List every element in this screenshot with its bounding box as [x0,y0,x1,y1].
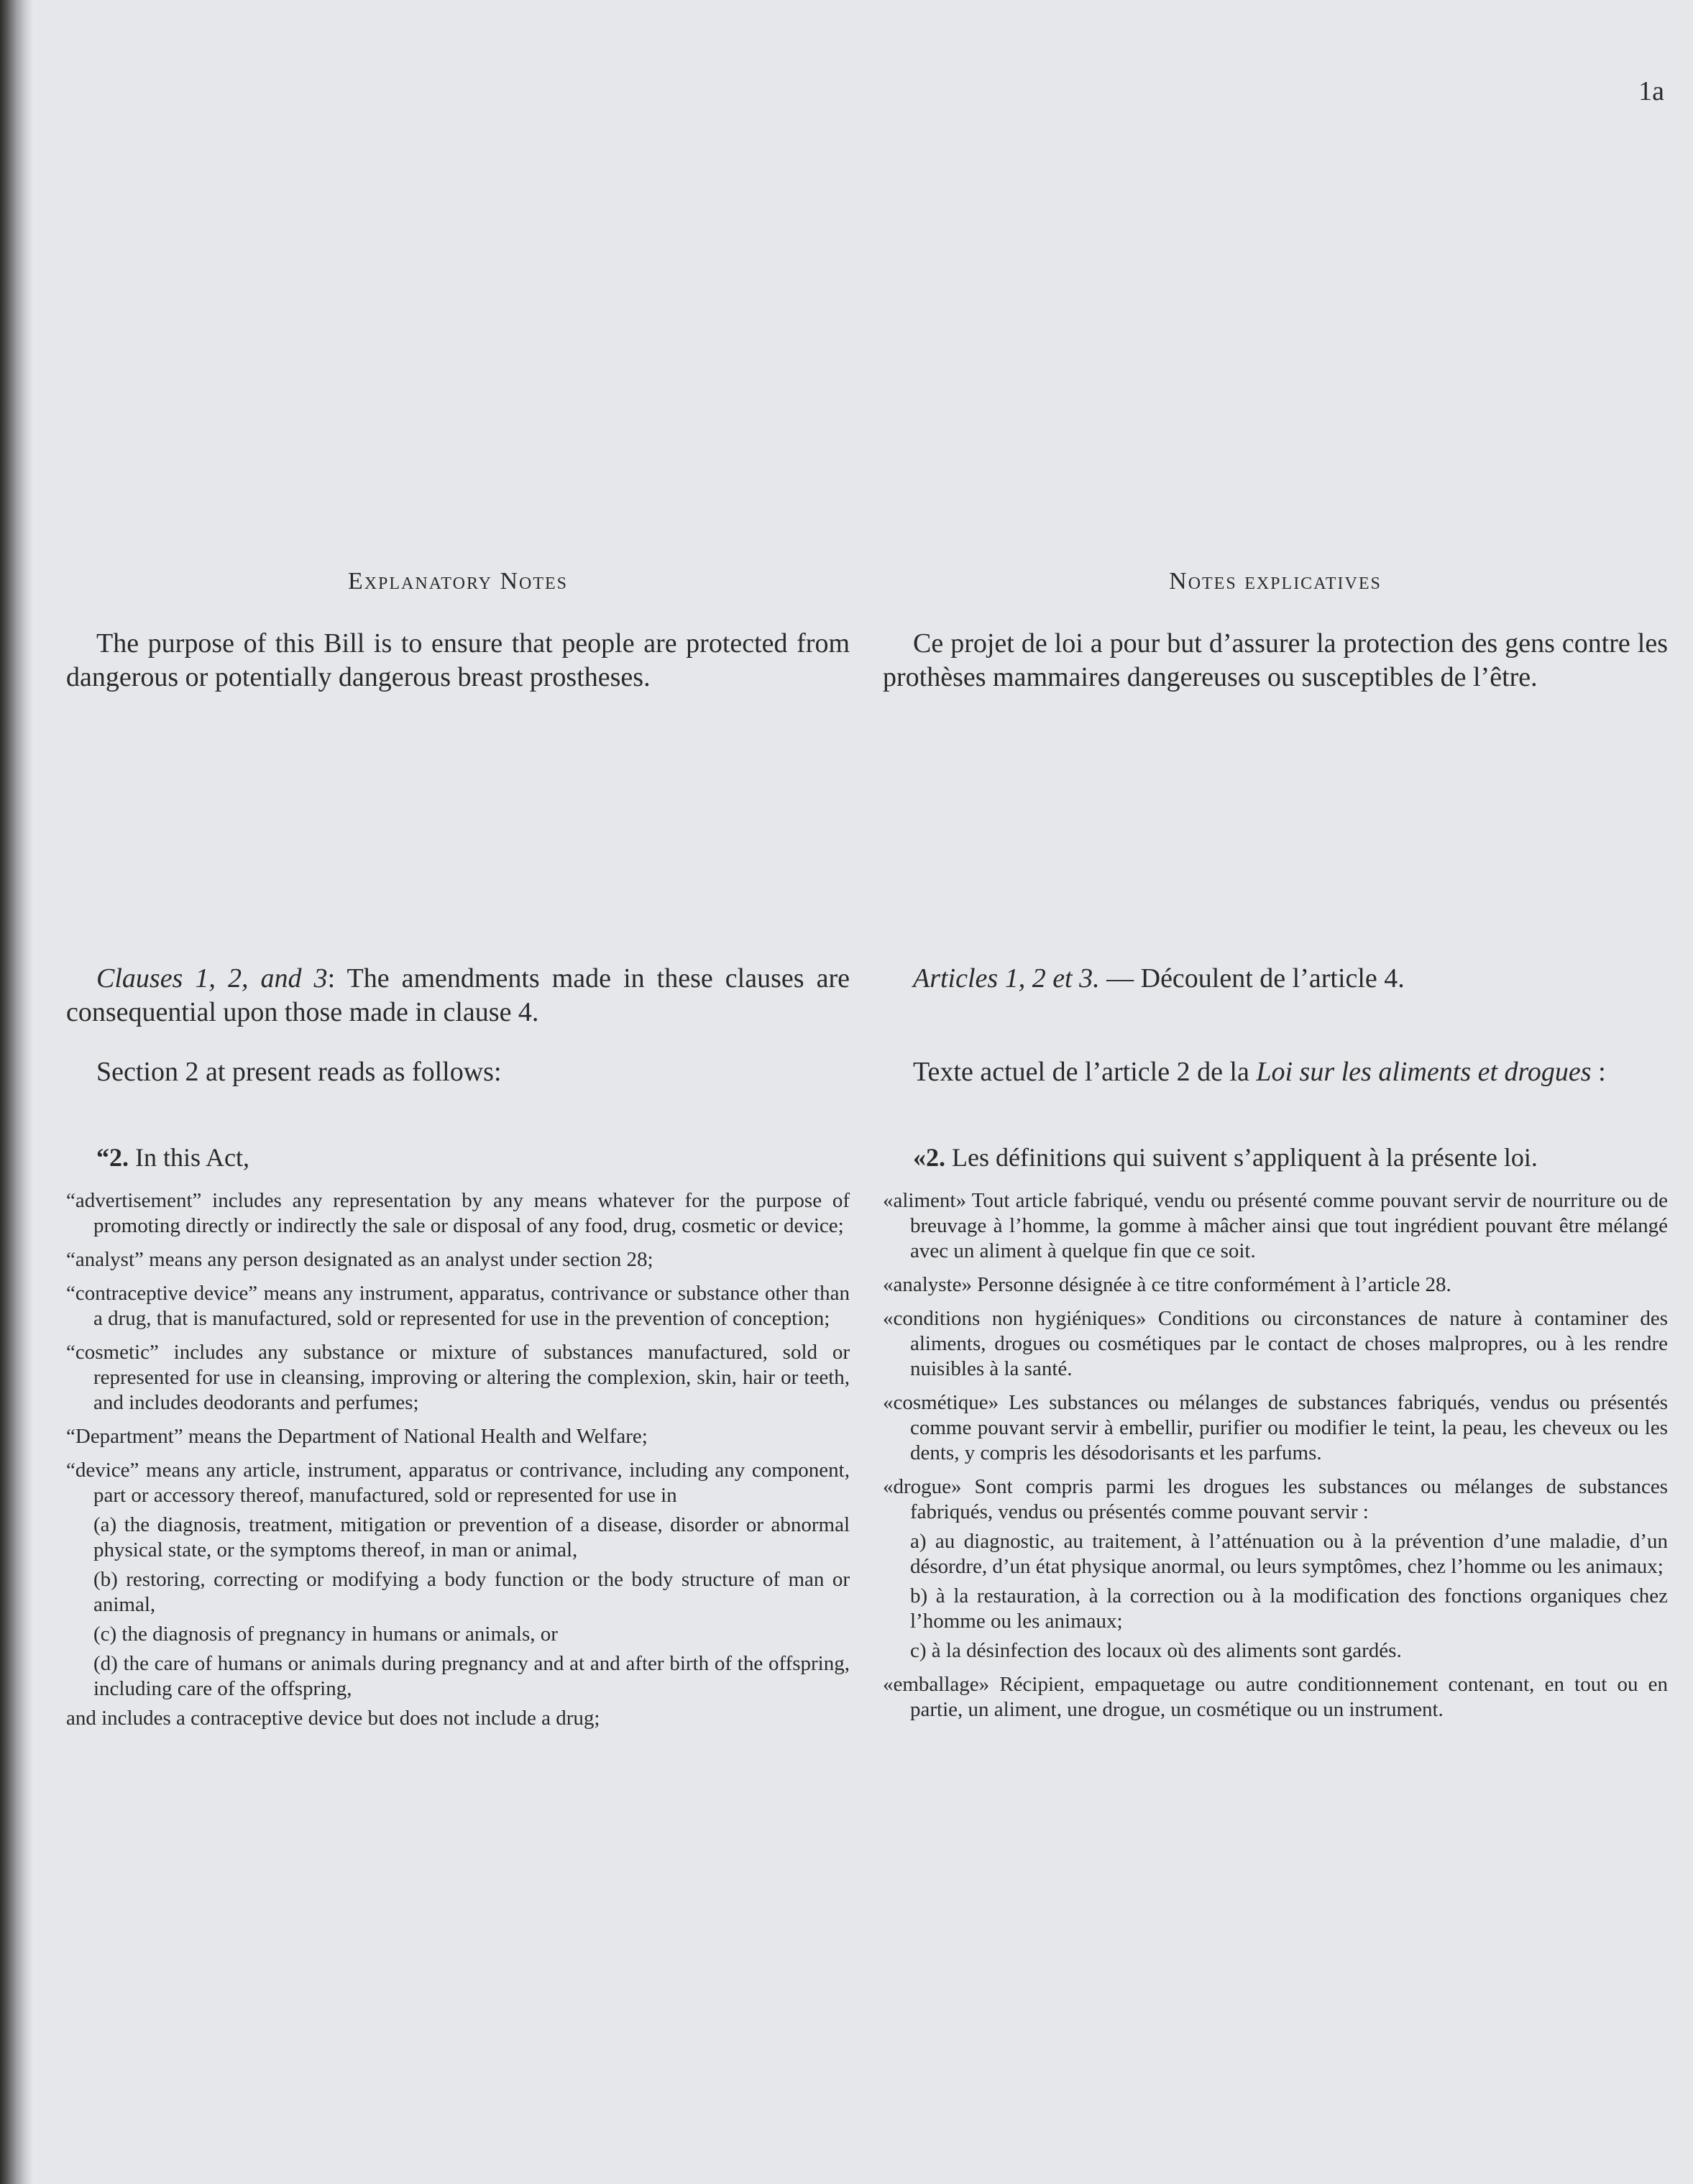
page-number: 1a [1638,76,1664,106]
definition-device: “device” means any article, instrument, apparatus or contrivance, including any component, part or accessory thereof, manufactured, sold or represented for use in [66,1459,850,1507]
texte-actuel-intro [883,1055,1668,1089]
drogue-subitem-a: a) au diagnostic, au traitement, à l’atténuation ou à la prévention d’une maladie, d’un désordre, d’un état physique anormal, ou leurs symptômes, chez l’homme ou les animaux; [910,1530,1668,1578]
section-lead-text: In this Act, [129,1143,249,1172]
explanatory-notes-heading: Explanatory Notes [347,568,569,595]
device-trailing-clause: and includes a contraceptive device but does not include a drug; [66,1707,600,1730]
definition-cosmetique: «cosmétique» Les substances ou mélanges de substances fabriqués, vendus ou présentés comme pouvant servir à embellir, purifier ou modifier le teint, la peau, les cheveux ou les dents, y compris les désodorisants et les parfums. [883,1391,1668,1464]
notes-explicatives-heading: Notes explicatives [1169,568,1382,595]
device-subitem-a: (a) the diagnosis, treatment, mitigation or prevention of a disease, disorder or abnormal physical state, or the symptoms thereof, in man or animal, [93,1513,850,1561]
articles-label: Articles 1, 2 et 3. [913,963,1100,994]
definition-analyst: “analyst” means any person designated as an analyst under section 28; [66,1248,653,1271]
french-column [883,0,1668,2184]
definition-advertisement: “advertisement” includes any representation by any means whatever for the purpose of promoting directly or indirectly the sale or disposal of any food, drug, cosmetic or device; [66,1189,850,1237]
definition-analyste: «analyste» Personne désignée à ce titre conformément à l’article 28. [883,1273,1451,1296]
intro-part-b: : [1591,1057,1606,1087]
projet-de-loi-purpose-paragraph: Ce projet de loi a pour but d’assurer la protection des gens contre les prothèses mammaires dangereuses ou susceptibles de l’être. [883,628,1668,692]
definition-department: “Department” means the Department of National Health and Welfare; [66,1425,648,1448]
section-2-text [66,1142,850,1731]
definition-conditions-non-hygieniques: «conditions non hygiéniques» Conditions ou circonstances de nature à contaminer des aliments, drogues ou cosmétiques par le contact de choses malpropres, ou à les rendre nuisibles à la santé. [883,1307,1668,1380]
bill-purpose-paragraph: The purpose of this Bill is to ensure that people are protected from dangerous or potentially dangerous breast prostheses. [66,628,850,692]
english-column [66,0,850,2184]
section-2-lead [66,1142,850,1174]
definition-emballage: «emballage» Récipient, empaquetage ou autre conditionnement contenant, en tout ou en partie, un aliment, une drogue, un cosmétique ou un instrument. [883,1673,1668,1721]
page-binding-shadow [0,0,33,2184]
definition-cosmetic: “cosmetic” includes any substance or mixture of substances manufactured, sold or represented for use in cleansing, improving or altering the complexion, skin, hair or teeth, and includes deodorants and perfumes; [66,1341,850,1414]
intro-part-a: Texte actuel de l’article 2 de la [913,1057,1257,1087]
section-intro: Section 2 at present reads as follows: [96,1057,502,1087]
articles-note [883,962,1668,996]
article-number: «2. [913,1143,945,1172]
device-subitem-d: (d) the care of humans or animals during pregnancy and at and after birth of the offspring, including care of the offspring, [93,1652,850,1700]
article-2-text [883,1142,1668,1731]
definition-drogue: «drogue» Sont compris parmi les drogues les substances ou mélanges de substances fabriqués, vendus ou présentés comme pouvant servir : [883,1475,1668,1523]
act-title: Loi sur les aliments et drogues [1256,1057,1592,1087]
device-subitem-b: (b) restoring, correcting or modifying a body function or the body structure of man or animal, [93,1568,850,1616]
clauses-label: Clauses 1, 2, and 3 [96,963,328,994]
article-lead-text: Les définitions qui suivent s’appliquent à la présente loi. [945,1143,1538,1172]
device-subitem-c: (c) the diagnosis of pregnancy in humans or animals, or [93,1623,558,1646]
drogue-subitem-b: b) à la restauration, à la correction ou à la modification des fonctions organiques chez l’homme ou les animaux; [910,1584,1668,1633]
section-number: “2. [96,1143,129,1172]
definition-contraceptive-device: “contraceptive device” means any instrument, apparatus, contrivance or substance other than a drug, that is manufactured, sold or represented for use in the prevention of conception; [66,1282,850,1330]
article-2-lead [883,1142,1668,1174]
drogue-subitem-c: c) à la désinfection des locaux où des aliments sont gardés. [910,1639,1402,1662]
clauses-note [66,962,850,1029]
clauses-text: : The amendments made in these clauses are consequential upon those made in clause 4. [66,963,850,1027]
definition-aliment: «aliment» Tout article fabriqué, vendu ou présenté comme pouvant servir de nourriture ou de breuvage à l’homme, la gomme à mâcher ainsi que tout ingrédient pouvant être mélangé avec un aliment à quelque fin que ce soit. [883,1189,1668,1262]
articles-text: — Découlent de l’article 4. [1099,963,1405,994]
